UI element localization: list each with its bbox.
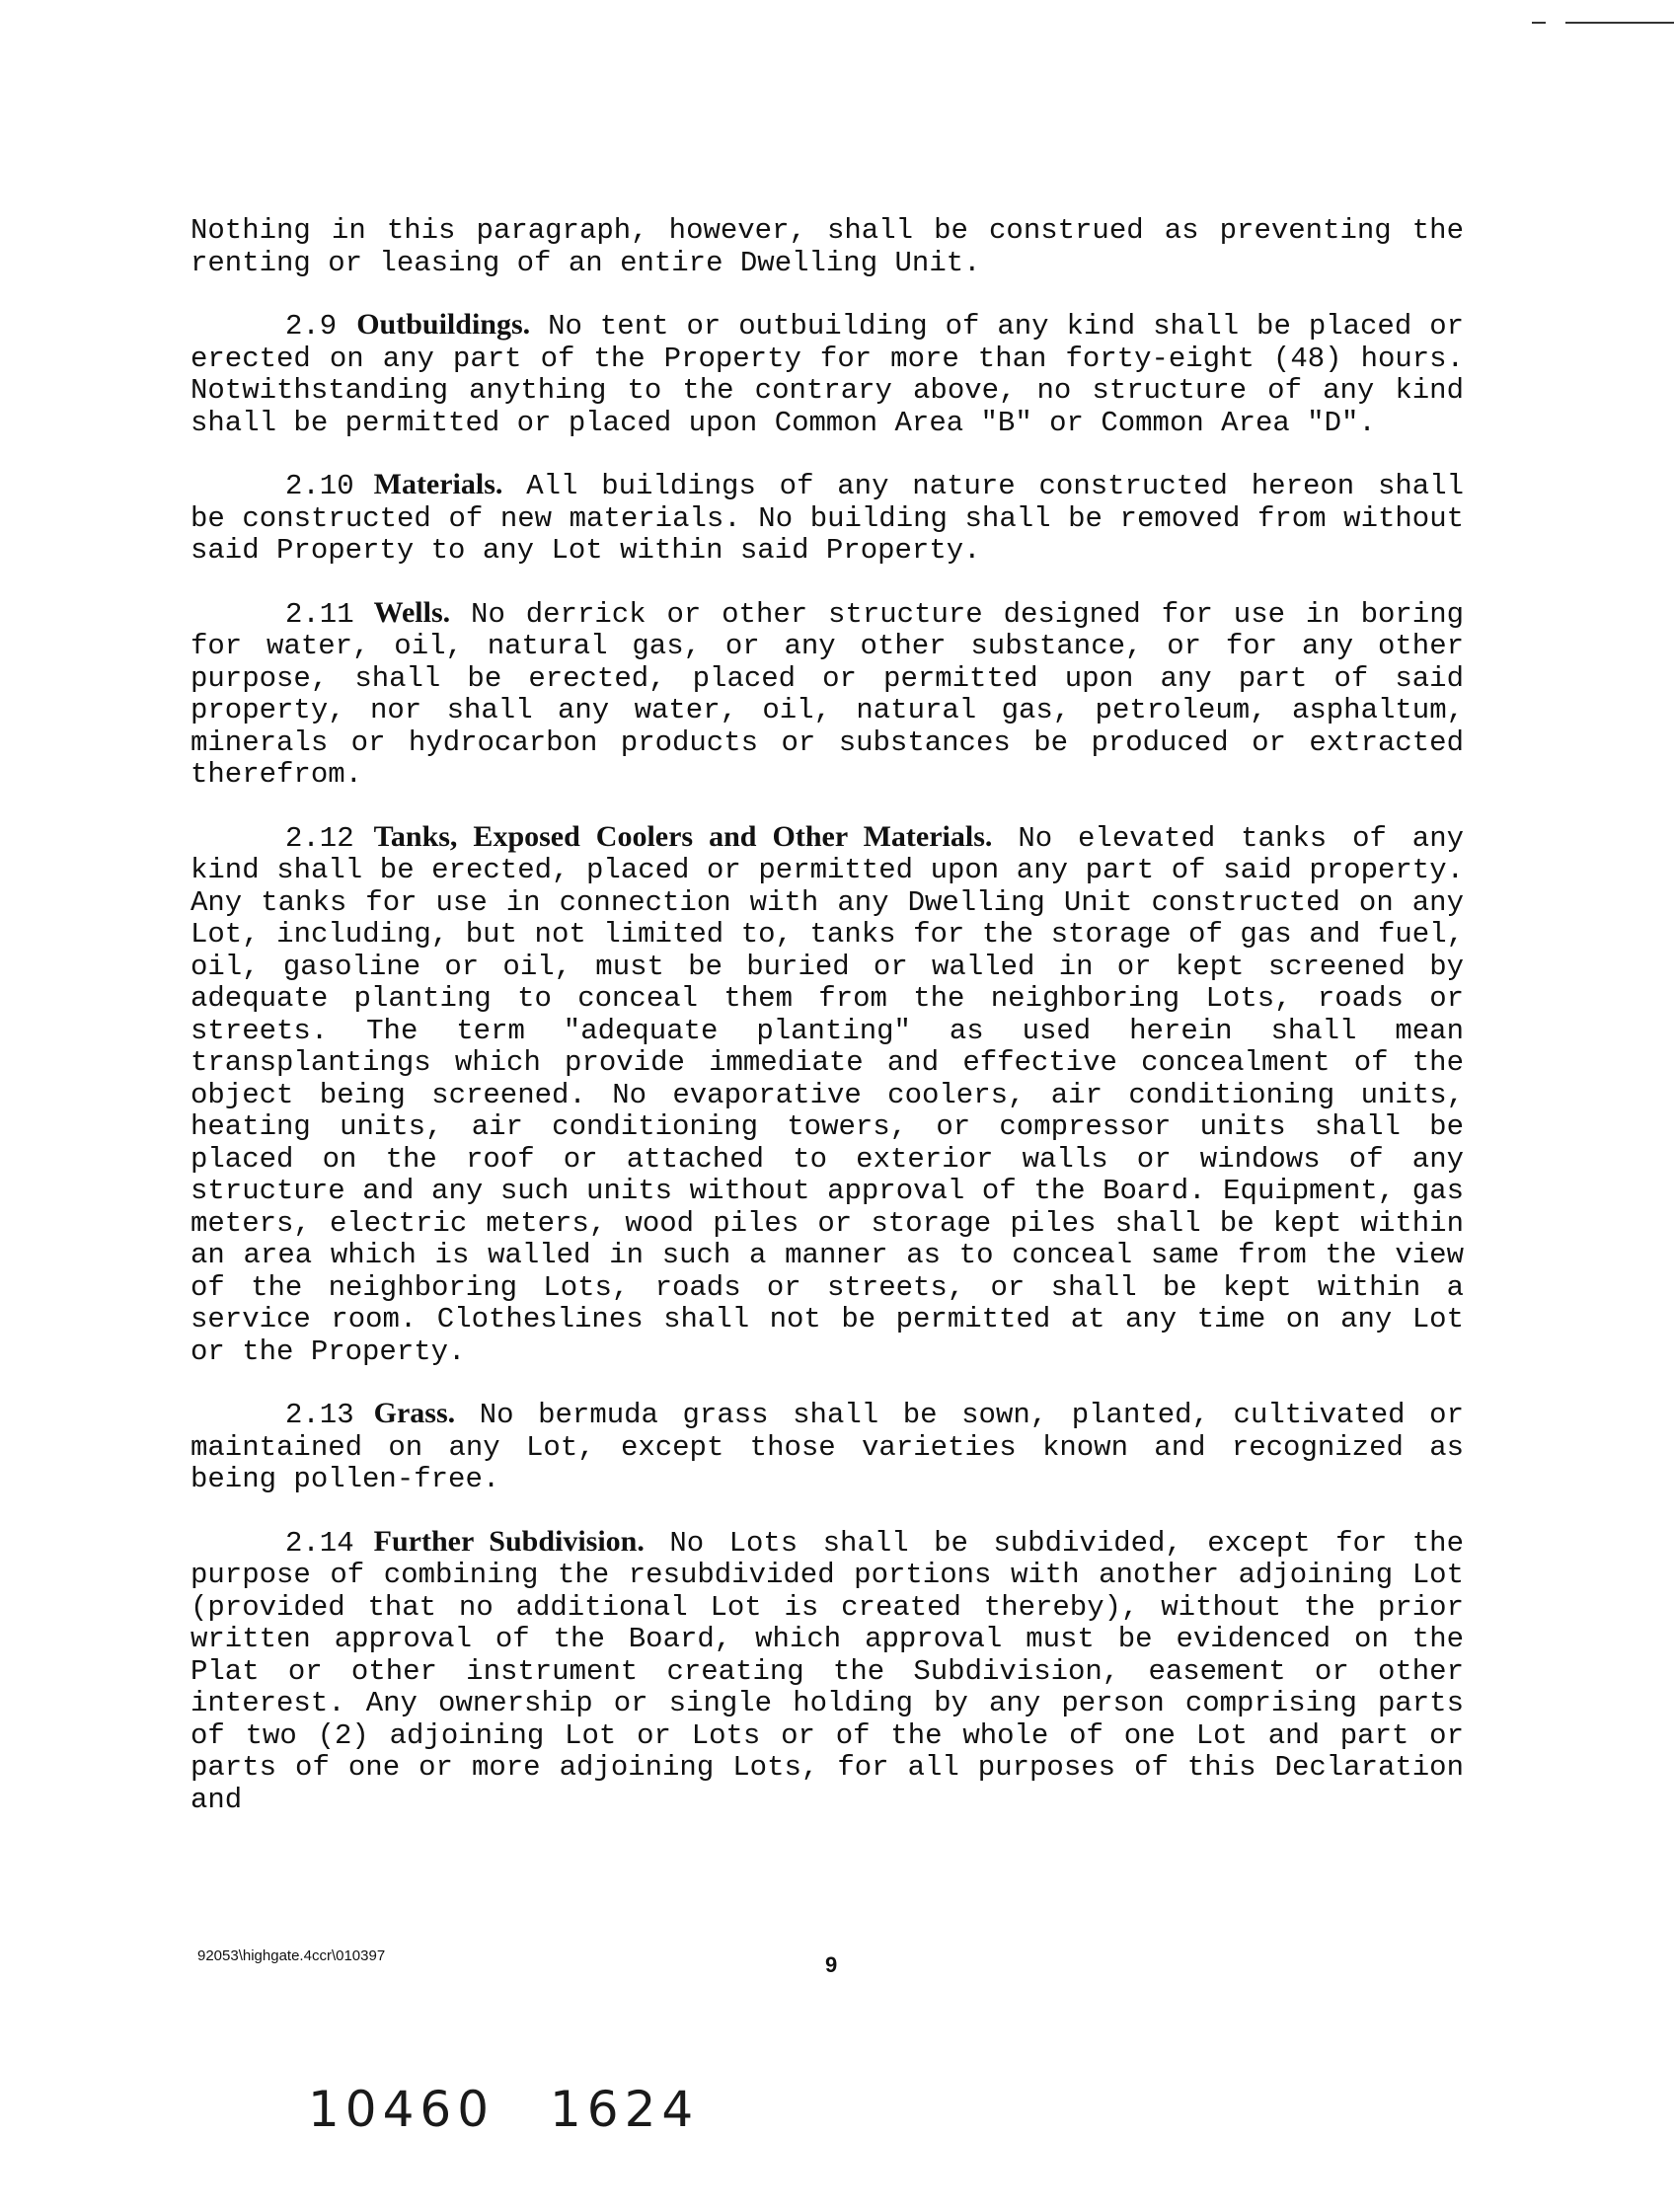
section-number: 2.11: [285, 597, 354, 631]
section-title: Wells.: [373, 595, 451, 629]
section-number: 2.9: [285, 310, 338, 343]
document-body: [190, 215, 1464, 1846]
section-2-9: [190, 309, 1464, 439]
section-2-13: [190, 1398, 1464, 1496]
section-text: No tent or outbuilding of any kind shall be placed or erected on any part of the Property for more than forty-eight (48) hours. Notwithstanding anything to the contrary above, no structure of any kind shall be permitted or placed upon Common Area "B" or Common Area "D".: [190, 310, 1465, 439]
section-2-14: [190, 1526, 1464, 1817]
section-number: 2.12: [285, 821, 354, 855]
section-2-10: [190, 469, 1464, 568]
section-number: 2.10: [285, 470, 354, 502]
page-number: 9: [825, 1952, 838, 1977]
section-title: Tanks, Exposed Coolers and Other Materials.: [373, 819, 993, 853]
section-text: No bermuda grass shall be sown, planted, cultivated or maintained on any Lot, except those varieties known and recognized as being pollen-free.: [190, 1399, 1464, 1495]
section-text: No derrick or other structure designed for use in boring for water, oil, natural gas, or any other substance, or for any other purpose, shall be erected, placed or permitted upon any part of said property, nor shall any water, oil, natural gas, petroleum, asphaltum, minerals or hydrocarbon products or substances be produced or extracted therefrom.: [190, 597, 1465, 791]
section-text: All buildings of any nature constructed hereon shall be constructed of new materials. No building shall be removed from without said Property to any Lot within said Property.: [190, 470, 1464, 567]
scan-mark-dash: [1532, 22, 1546, 24]
section-2-12: [190, 821, 1464, 1369]
section-title: Outbuildings.: [356, 308, 531, 341]
section-title: Grass.: [373, 1397, 456, 1429]
section-title: Further Subdivision.: [373, 1524, 645, 1558]
scan-mark-line: [1565, 22, 1674, 24]
section-text: No Lots shall be subdivided, except for the purpose of combining the resubdivided portions with another adjoining Lot (provided that no additional Lot is created thereby), without the prior written approval of the Board, which approval must be evidenced on the Plat or other instrument creating the Subdivision, easement or other interest. Any ownership or single holding by any person comprising parts of two (2) adjoining Lot or Lots or of the whole of one Lot and part or parts of one or more adjoining Lots, for all purposes of this Declaration and: [190, 1526, 1464, 1816]
section-title: Materials.: [373, 468, 503, 500]
section-number: 2.13: [285, 1399, 354, 1431]
intro-paragraph: Nothing in this paragraph, however, shall be construed as preventing the renting or leasing of an entire Dwelling Unit.: [190, 214, 1464, 279]
file-reference: 92053\highgate.4ccr\010397: [197, 1947, 386, 1964]
recording-stamp: 10460 1624: [308, 2081, 700, 2138]
section-number: 2.14: [285, 1526, 354, 1560]
section-text: No elevated tanks of any kind shall be erected, placed or permitted upon any part of said property. Any tanks for use in connection with any Dwelling Unit constructed on any Lot, including, but not limited to, tanks for the storage of gas and fuel, oil, gasoline or oil, must be buried or walled in or kept screened by adequate planting to conceal them from the neighboring Lots, roads or streets. The term "adequate planting" as used herein shall mean transplantings which provide immediate and effective concealment of the object being screened. No evaporative coolers, air conditioning units, heating units, air conditioning towers, or compressor units shall be placed on the roof or attached to exterior walls or windows of any structure and any such units without approval of the Board. Equipment, gas meters, electric meters, wood piles or storage piles shall be kept within an area which is walled in such a manner as to conceal same from the view of the neighboring Lots, roads or streets, or shall be kept within a service room. Clotheslines shall not be permitted at any time on any Lot or the Property.: [190, 821, 1465, 1368]
section-2-11: [190, 597, 1464, 792]
